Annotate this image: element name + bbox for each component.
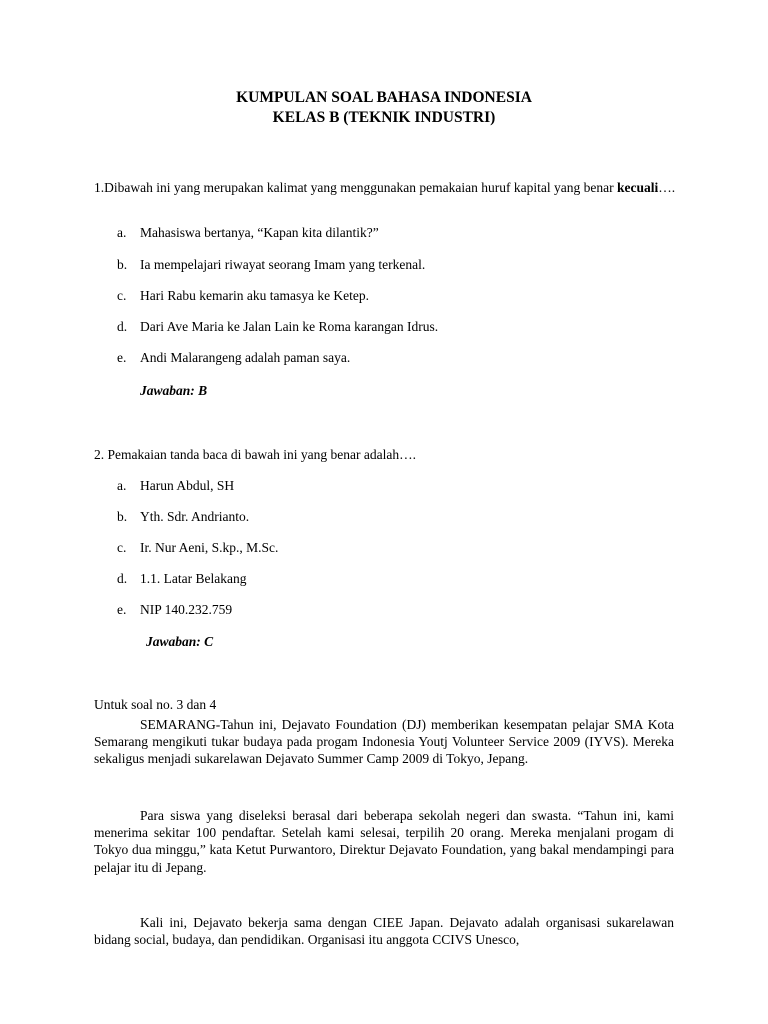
q1-option-d	[117, 319, 677, 335]
option-text: Mahasiswa bertanya, “Kapan kita dilantik?”	[140, 225, 379, 240]
q2-option-b	[117, 509, 677, 525]
option-letter: c.	[117, 288, 127, 303]
option-text: NIP 140.232.759	[140, 602, 233, 617]
passage-intro: Untuk soal no. 3 dan 4	[94, 697, 217, 712]
passage-paragraph-1: SEMARANG-Tahun ini, Dejavato Foundation (DJ) memberikan kesempatan pelajar SMA Kota Semarang mengikuti tukar budaya pada progam Indonesia Youtj Volunteer Service 2009 (IYVS). Mereka sekaligus menjadi sukarelawan Dejavato Summer Camp 2009 di Tokyo, Jepang.	[94, 717, 674, 767]
option-letter: e.	[117, 350, 127, 365]
option-letter: e.	[117, 602, 127, 617]
q1-option-a	[117, 225, 677, 241]
option-letter: c.	[117, 540, 127, 555]
passage-paragraph-2: Para siswa yang diseleksi berasal dari beberapa sekolah negeri dan swasta. “Tahun ini, kami menerima sekitar 100 pendaftar. Setelah kami selesai, terpilih 20 orang. Mereka menjalani progam di Tokyo dua minggu,” kata Ketut Purwantoro, Direktur Dejavato Foundation, yang bakal mendampingi para pelajar itu di Jepang.	[94, 808, 674, 875]
option-text: 1.1. Latar Belakang	[140, 571, 247, 586]
option-letter: d.	[117, 571, 128, 586]
option-text: Hari Rabu kemarin aku tamasya ke Ketep.	[140, 288, 370, 303]
q2-option-a	[117, 478, 677, 494]
question-1-ellipsis: ….	[658, 180, 676, 195]
option-text: Andi Malarangeng adalah paman saya.	[140, 350, 351, 365]
q2-option-c	[117, 540, 677, 556]
passage-paragraph-3: Kali ini, Dejavato bekerja sama dengan CIEE Japan. Dejavato adalah organisasi sukarelawan bidang social, budaya, dan pendidikan. Organisasi itu anggota CCIVS Unesco,	[94, 915, 674, 948]
document-title: KUMPULAN SOAL BAHASA INDONESIA	[236, 89, 532, 106]
q1-option-e	[117, 350, 677, 366]
q1-option-c	[117, 288, 677, 304]
option-text: Yth. Sdr. Andrianto.	[140, 509, 250, 524]
option-letter: d.	[117, 319, 128, 334]
document-subtitle: KELAS B (TEKNIK INDUSTRI)	[272, 109, 496, 126]
option-text: Ia mempelajari riwayat seorang Imam yang terkenal.	[140, 257, 426, 272]
q1-option-b	[117, 257, 677, 273]
q2-answer: Jawaban: C	[146, 634, 214, 649]
question-1-stem	[94, 179, 678, 196]
q2-option-d	[117, 571, 677, 587]
option-letter: a.	[117, 478, 127, 493]
option-letter: b.	[117, 257, 128, 272]
q2-option-e	[117, 602, 677, 618]
question-1-bold: kecuali	[616, 180, 659, 195]
option-text: Ir. Nur Aeni, S.kp., M.Sc.	[140, 540, 279, 555]
question-1-text: 1.Dibawah ini yang merupakan kalimat yang menggunakan pemakaian huruf kapital yang benar	[94, 180, 617, 195]
question-2-stem: 2. Pemakaian tanda baca di bawah ini yang benar adalah….	[94, 447, 416, 462]
option-letter: a.	[117, 225, 127, 240]
q1-answer: Jawaban: B	[140, 383, 208, 398]
option-letter: b.	[117, 509, 128, 524]
option-text: Dari Ave Maria ke Jalan Lain ke Roma karangan Idrus.	[140, 319, 439, 334]
option-text: Harun Abdul, SH	[140, 478, 235, 493]
